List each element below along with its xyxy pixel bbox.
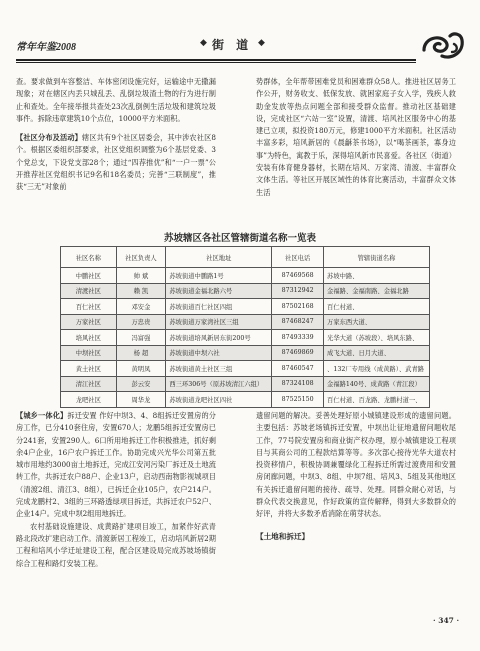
table-row <box>61 345 430 361</box>
table-row <box>61 314 430 330</box>
table-row <box>61 283 430 299</box>
urban-rural-tag: 【城乡一体化】 <box>16 411 68 420</box>
table-row <box>61 376 430 392</box>
paragraph-community <box>16 132 216 193</box>
cell-streets: 百仁村道、 <box>324 299 430 315</box>
cell-address: 苏坡街道培风新居东街200号 <box>166 330 272 346</box>
community-tag: 【社区分布及活动】 <box>16 133 83 143</box>
cell-phone: 87468247 <box>272 314 324 330</box>
cell-phone: 87312942 <box>272 283 324 299</box>
table-row <box>61 392 430 408</box>
bottom-right-column <box>256 410 456 543</box>
cell-streets: 百仁村道、百龙路、龙鹏村道一、 <box>324 392 430 408</box>
cell-leader: 黄明凤 <box>116 361 166 377</box>
cell-leader: 万忠贵 <box>116 314 166 330</box>
cell-address: 苏坡街道百仁社区四组 <box>166 299 272 315</box>
cell-streets: 成飞大道、日月大道、 <box>324 345 430 361</box>
cell-address: 苏坡街道龙吧社区四社 <box>166 392 272 408</box>
column-header: 社区名称 <box>61 247 117 268</box>
cell-leader: 杨 超 <box>116 345 166 361</box>
community-roster-table <box>60 246 430 408</box>
paragraph-legacy-issues: 遗留问题的解决。妥善处理好原小城镇建设形成的遗留问题。主要包括：苏坡老场镇拆迁安置，中坝出让征地遗留问题收尾工作，77号院安置房和商业街产权办理，原小城镇建设工程项目与其商公司的工程款结算等等。多次部心接待光华大道农村投资移情户，积极协调兼覆绿化工程拆迁所需过渡费用和安置房闭廊问题，中坝3、8组、中坝7组、培风3、5组及其他地区有关拆迁遗留问题的接待、疏导、处理。同群众耐心对话，与群众代表交换意见，作好政策的宣传解释，得到大多数群众的好评，并将大多数矛盾消除在萌芽状态。 <box>256 411 456 519</box>
cell-streets: 万家东西大道、 <box>324 314 430 330</box>
cell-address: 苏坡街道金福北路六号 <box>166 283 272 299</box>
land-demolition-heading: 【土地和拆迁】 <box>256 531 310 541</box>
cell-phone: 87493339 <box>272 330 324 346</box>
cell-streets: 光华大道（苏坡段）、培风东路、 <box>324 330 430 346</box>
cell-community: 龙吧社区 <box>61 392 117 408</box>
cell-phone: 87525150 <box>272 392 324 408</box>
cell-streets: 金福路140号、成黄路（青江段） <box>324 376 430 392</box>
cell-leader: 彭云安 <box>116 376 166 392</box>
diamond-right-icon: ◆ <box>258 38 265 48</box>
cell-leader: 冯富强 <box>116 330 166 346</box>
column-header: 管辖街道名称 <box>324 247 430 268</box>
table-header-row <box>61 247 430 268</box>
cell-phone: 87502168 <box>272 299 324 315</box>
swirl-logo-icon <box>418 30 468 64</box>
cell-phone: 87469568 <box>272 268 324 284</box>
cell-address: 苏坡街道中鹏路1号 <box>166 268 272 284</box>
column-header: 社区电话 <box>272 247 324 268</box>
column-header: 社区地址 <box>166 247 272 268</box>
cell-phone: 87460547 <box>272 361 324 377</box>
paragraph-community-activities: 势群体，全年帮带困难党员和困难群众58人。推进社区居务工作公开，财务收支、低保发放、就困家庭子女入学，残疾人救助金发放等热点问题全部和接受群众监督。推动社区基础建设，完成社区“六站一室”设置，清渡、培风社区服务中心的基建已立项，拟投资180万元，修建1000平方米面积。社区活动丰富多彩，培风新居的《晨龢茶书场》，以“喝茶画茶，寡身边事”为特色，寓教于乐，深得培风新市民喜爱。各社区（街道）安装有体育健身器材，长期在培风、万家湾、清渡、丰富群众文体生活。等社区开展区域性的体育比赛活动，丰富群众文体生活 <box>256 77 456 197</box>
cell-community: 培风社区 <box>61 330 117 346</box>
diamond-left-icon: ◆ <box>200 38 207 48</box>
bottom-left-column <box>16 410 216 570</box>
cell-community: 百仁社区 <box>61 299 117 315</box>
cell-community: 清渡社区 <box>61 283 117 299</box>
table-row <box>61 268 430 284</box>
cell-leader: 帅 斌 <box>116 268 166 284</box>
cell-streets: 金福路、金福南路、金福北路 <box>324 283 430 299</box>
paragraph-urban-rural <box>16 410 216 521</box>
table-row <box>61 330 430 346</box>
cell-address: 苏坡街道黄土社区三组 <box>166 361 272 377</box>
table-title: 苏坡辖区各社区管辖街道名称一览表 <box>163 233 316 244</box>
cell-community: 万家社区 <box>61 314 117 330</box>
header-rule <box>16 59 416 61</box>
paragraph-sanitation: 查。要求做到车容整洁、车体密闭设施完好，运输途中无撒漏现象；对在辖区内丢只城乱丢、乱倒垃圾渣土物的行为进行制止和查处。全年接举报共查处23次乱倒例生活垃圾和建筑垃圾事件。拆除违章建筑10个点位，10000平方米面积。 <box>16 77 216 123</box>
cell-streets: 、132厂专用线（成黄路）、武青路 <box>324 361 430 377</box>
cell-leader: 赖 凯 <box>116 283 166 299</box>
cell-streets: 苏坡中路、 <box>324 268 430 284</box>
table-row <box>61 299 430 315</box>
cell-leader: 邓安金 <box>116 299 166 315</box>
table-row <box>61 361 430 377</box>
column-header: 社区负责人 <box>116 247 166 268</box>
cell-community: 黄土社区 <box>61 361 117 377</box>
section-title: 街 道 <box>212 38 253 52</box>
urban-rural-text: 拆迁安置 作好中坝3、4、8组拆迁安置房的分房工作，已分410套住房，安置670人；龙鹏5组拆迁安置房已分241套，安置290人。6口所用地拆迁工作积极推进，抓好剩余4户企业，16户农户拆迁工作。协助完成兴光华公司第五批城市用地约3000亩土地拆迁，完成江安河污染厂拆迁及土地流转工作，共拆迁农户88户、企业13户，启动西南物影视城项目（清渡2组、清江3、8组），已拆迁企业105户，农户214户。完成龙鹏村2、3组的三环路透绿项目拆迁，共拆迁农户52户、企业14户。完成中坝2组用地拆迁。 <box>16 411 216 519</box>
cell-community: 中鹏社区 <box>61 268 117 284</box>
cell-address: 西三环306号（原苏坡清江六组） <box>166 376 272 392</box>
cell-community: 清江社区 <box>61 376 117 392</box>
cell-address: 苏坡街道中坝六社 <box>166 345 272 361</box>
page-number: · 347 · <box>433 616 460 625</box>
community-text: 辖区共有9个社区居委会，其中涉农社区8个。根据区委组织部要求，社区党组织调整为6个基层党委、3个党总支，下设党支部28个；通过“四荐推优”和“一户一票”公开推荐社区党组织书记9名和18名委员；完善“三联制度”，推获“三无”对象前 <box>16 133 216 192</box>
cell-phone: 87469869 <box>272 345 324 361</box>
cell-address: 苏坡街道万家湾社区三组 <box>166 314 272 330</box>
top-right-column <box>256 76 456 199</box>
paragraph-infrastructure: 农村基础设施建设、成黄路扩建项目竣工，加紧作好武青路北段改扩建启动工作。清渡新居工程竣工，启动培风新居2期工程和培风小学迁址建设工程，配合区建设局完成苏坡场镇街综合工程和路灯安装工程。 <box>16 521 216 568</box>
yearbook-title: 常年年鉴2008 <box>16 42 76 53</box>
header-rule-thin <box>16 62 416 63</box>
cell-phone: 87324108 <box>272 376 324 392</box>
top-left-column <box>16 76 216 194</box>
page-header <box>0 30 480 66</box>
cell-community: 中坝社区 <box>61 345 117 361</box>
cell-leader: 周华龙 <box>116 392 166 408</box>
